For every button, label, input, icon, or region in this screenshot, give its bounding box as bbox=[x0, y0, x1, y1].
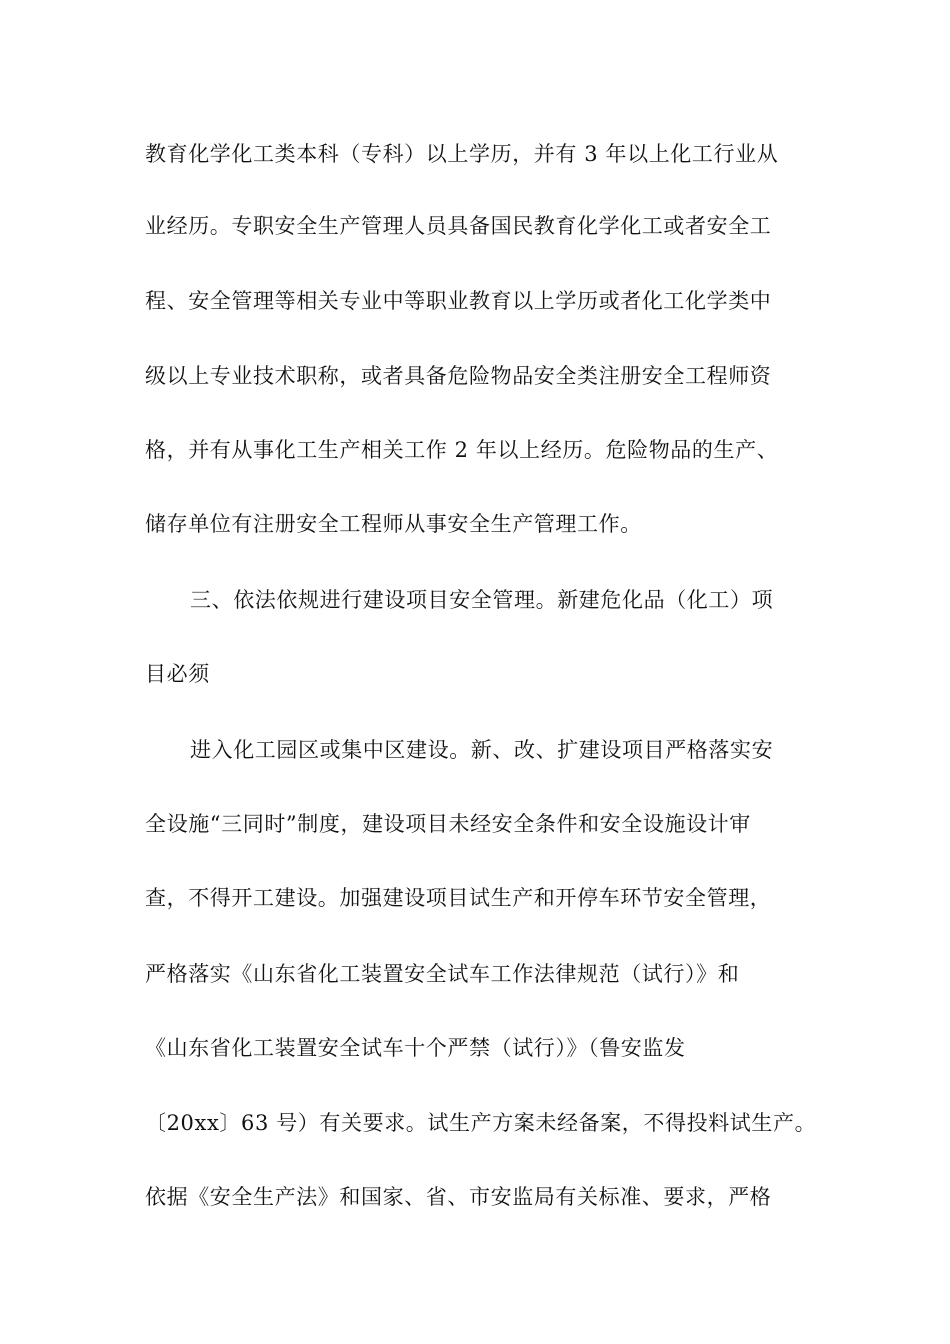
text-line-3: 程、安全管理等相关专业中等职业教育以上学历或者化工化学类中 bbox=[145, 289, 772, 313]
text-line-15: 依据《安全生产法》和国家、省、市安监局有关标准、要求，严格 bbox=[145, 1185, 772, 1209]
text-line-1: 教育化学化工类本科（专科）以上学历，并有 3 年以上化工行业从 bbox=[145, 142, 779, 166]
text-line-8: 目必须 bbox=[145, 662, 210, 686]
text-line-10: 全设施“三同时”制度，建设项目未经安全条件和安全设施设计审 bbox=[145, 812, 751, 836]
text-line-7: 三、依法依规进行建设项目安全管理。新建危化品（化工）项 bbox=[190, 588, 774, 612]
text-line-12: 严格落实《山东省化工装置安全试车工作法律规范（试行）》和 bbox=[145, 962, 740, 986]
text-line-14: 〔20xx〕63 号）有关要求。试生产方案未经备案，不得投料试生产。 bbox=[145, 1111, 817, 1135]
text-line-9: 进入化工园区或集中区建设。新、改、扩建设项目严格落实安 bbox=[190, 738, 774, 762]
text-line-11: 查，不得开工建设。加强建设项目试生产和开停车环节安全管理， bbox=[145, 886, 772, 910]
text-line-6: 储存单位有注册安全工程师从事安全生产管理工作。 bbox=[145, 512, 642, 536]
text-line-4: 级以上专业技术职称，或者具备危险物品安全类注册安全工程师资 bbox=[145, 364, 772, 388]
text-line-13: 《山东省化工装置安全试车十个严禁（试行）》（鲁安监发 bbox=[145, 1036, 686, 1060]
text-line-5: 格，并有从事化工生产相关工作 2 年以上经历。危险物品的生产、 bbox=[145, 438, 779, 462]
text-line-2: 业经历。专职安全生产管理人员具备国民教育化学化工或者安全工 bbox=[145, 214, 772, 238]
